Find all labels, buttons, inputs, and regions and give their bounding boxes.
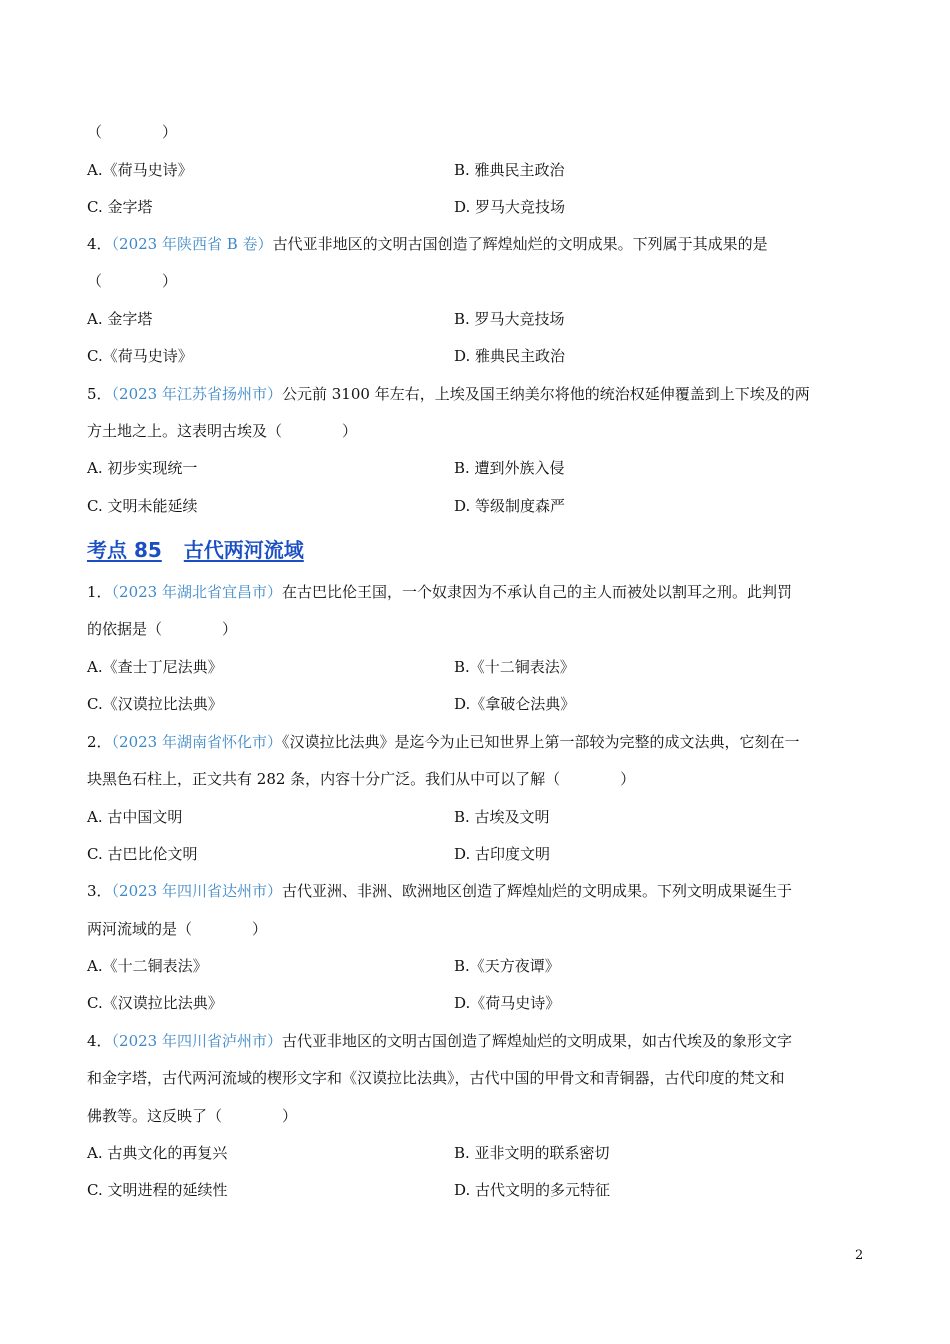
option-a: A.《查士丁尼法典》: [87, 658, 223, 676]
question-text: 公元前 3100 年左右，上埃及国王纳美尔将他的统治权延伸覆盖到上下埃及的两: [282, 385, 810, 403]
option-d: D. 雅典民主政治: [454, 347, 566, 365]
option-a: A.《十二铜表法》: [87, 957, 208, 975]
option-c: C. 文明未能延续: [87, 497, 198, 515]
question-source: （2023 年湖北省宜昌市）: [111, 583, 282, 601]
question-text: 古代亚非地区的文明古国创造了辉煌灿烂的文明成果。下列属于其成果的是: [272, 235, 768, 253]
option-d: D. 古印度文明: [454, 845, 551, 863]
question-number: 2．: [87, 733, 112, 751]
question-number: 4．: [87, 235, 112, 253]
question-source: （2023 年湖南省怀化市）: [111, 733, 282, 751]
question-stem: [87, 384, 810, 404]
option-b: B. 古埃及文明: [454, 808, 550, 826]
section-title: 古代两河流域: [183, 538, 304, 562]
section-heading: [87, 537, 304, 563]
option-d: D. 等级制度森严: [454, 497, 566, 515]
option-d: D. 古代文明的多元特征: [454, 1181, 611, 1199]
option-d: D. 罗马大竞技场: [454, 198, 566, 216]
question-stem: [87, 1031, 792, 1051]
section-label: 考点 85: [87, 538, 162, 562]
option-b: B. 雅典民主政治: [454, 161, 565, 179]
option-a: A. 古典文化的再复兴: [87, 1144, 228, 1162]
option-b: B. 遭到外族入侵: [454, 459, 565, 477]
option-a: A.《荷马史诗》: [87, 161, 193, 179]
question-blank: （ ）: [87, 123, 178, 141]
question-text: 在古巴比伦王国，一个奴隶因为不承认自己的主人而被处以割耳之刑。此判罚: [282, 583, 793, 601]
question-stem: [87, 582, 792, 602]
option-c: C.《汉谟拉比法典》: [87, 695, 223, 713]
question-stem: [87, 732, 800, 752]
question-text-continued: 和金字塔，古代两河流域的楔形文字和《汉谟拉比法典》，古代中国的甲骨文和青铜器，古代印度的梵文和: [87, 1069, 785, 1087]
question-source: （2023 年陕西省 B 卷）: [111, 235, 273, 253]
option-c: C.《荷马史诗》: [87, 347, 193, 365]
page-number: 2: [855, 1248, 864, 1263]
option-d: D.《拿破仑法典》: [454, 695, 576, 713]
question-stem: [87, 234, 768, 254]
option-c: C. 文明进程的延续性: [87, 1181, 228, 1199]
option-c: C.《汉谟拉比法典》: [87, 994, 223, 1012]
option-d: D.《荷马史诗》: [454, 994, 561, 1012]
question-source: （2023 年四川省达州市）: [111, 882, 282, 900]
option-c: C. 金字塔: [87, 198, 153, 216]
question-text-continued: 的依据是（ ）: [87, 620, 238, 638]
option-a: A. 古中国文明: [87, 808, 183, 826]
option-b: B.《天方夜谭》: [454, 957, 560, 975]
question-text-continued: 块黑色石柱上，正文共有 282 条，内容十分广泛。我们从中可以了解（ ）: [87, 770, 636, 788]
question-source: （2023 年四川省泸州市）: [111, 1032, 282, 1050]
option-c: C. 古巴比伦文明: [87, 845, 198, 863]
option-b: B.《十二铜表法》: [454, 658, 575, 676]
option-b: B. 亚非文明的联系密切: [454, 1144, 610, 1162]
question-number: 5．: [87, 385, 112, 403]
option-a: A. 金字塔: [87, 310, 153, 328]
question-text: 《汉谟拉比法典》是迄今为止已知世界上第一部较为完整的成文法典，它刻在一: [282, 733, 800, 751]
question-text-continued: 两河流域的是（ ）: [87, 920, 268, 938]
question-text-continued: 方土地之上。这表明古埃及（ ）: [87, 422, 358, 440]
question-number: 3．: [87, 882, 112, 900]
question-source: （2023 年江苏省扬州市）: [111, 385, 282, 403]
question-number: 4．: [87, 1032, 112, 1050]
question-stem: [87, 881, 792, 901]
question-text: 古代亚洲、非洲、欧洲地区创造了辉煌灿烂的文明成果。下列文明成果诞生于: [282, 882, 793, 900]
option-b: B. 罗马大竞技场: [454, 310, 565, 328]
question-number: 1．: [87, 583, 112, 601]
option-a: A. 初步实现统一: [87, 459, 198, 477]
question-text-continued: 佛教等。这反映了（ ）: [87, 1107, 298, 1125]
question-text: 古代亚非地区的文明古国创造了辉煌灿烂的文明成果，如古代埃及的象形文字: [282, 1032, 793, 1050]
question-blank: （ ）: [87, 272, 178, 290]
